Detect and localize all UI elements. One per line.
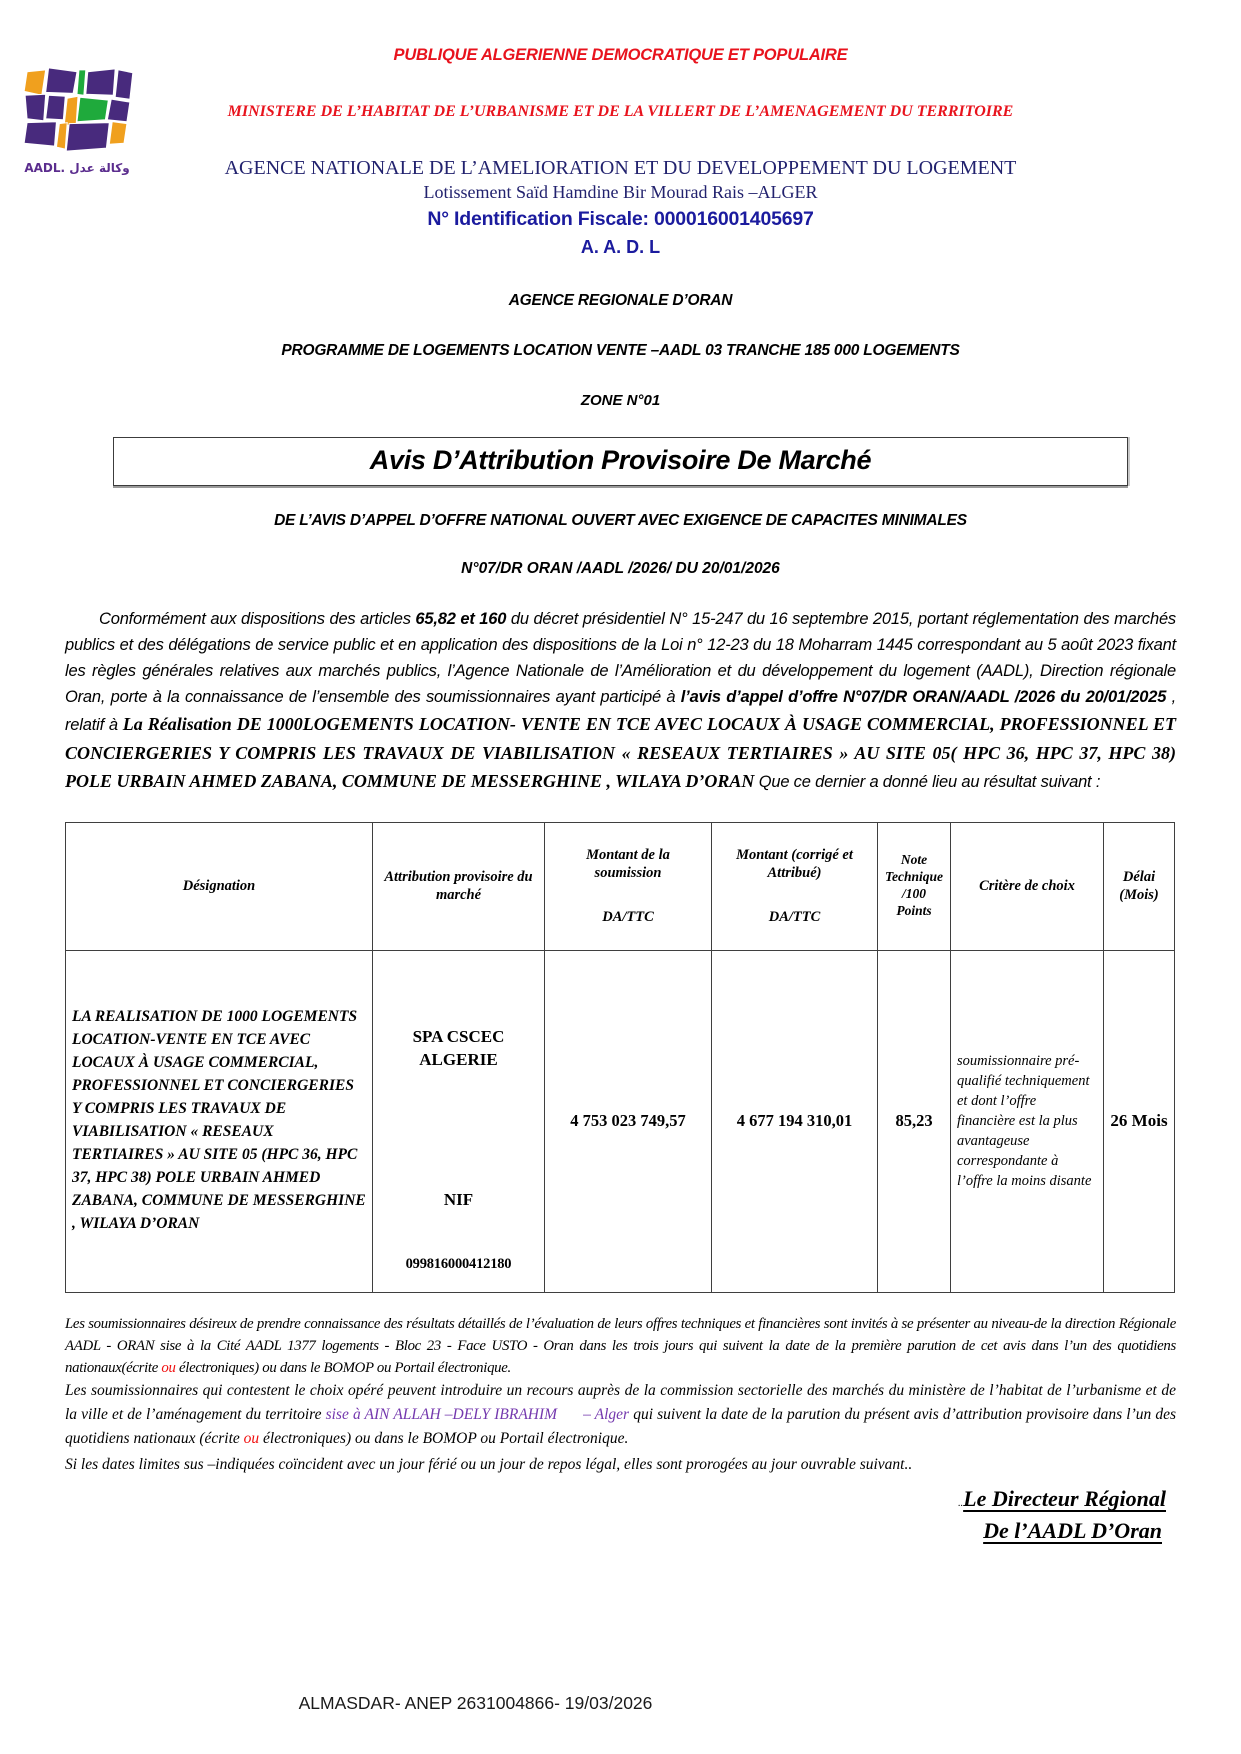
footnote-address-purple: sise à AIN ALLAH –DELY IBRAHIM: [325, 1406, 558, 1424]
intro-closing: Que ce dernier a donné lieu au résultat suivant :: [754, 773, 1101, 792]
header-montant-soumission: [545, 822, 712, 950]
footnotes: [65, 1313, 1176, 1477]
header-delai-label: Délai (Mois): [1119, 868, 1159, 904]
cell-attribution: [373, 950, 545, 1292]
agency-title: AGENCE NATIONALE DE L’AMELIORATION ET DU DEVELOPPEMENT DU LOGEMENT: [224, 157, 1017, 179]
publication-reference: [0, 1693, 1241, 1714]
header-note-label: Note Technique /100 Points: [884, 852, 943, 918]
footnote-recours-mid: qui suivent la date de la parution du présent avis d’attribution provisoire dans l’un des quotidiens nationaux (écrite: [65, 1406, 1177, 1448]
header-montant-soumission-label: Montant de la soumission: [586, 846, 670, 881]
footnote-recours-ou-red: ou: [243, 1430, 260, 1448]
programme-line: PROGRAMME DE LOGEMENTS LOCATION VENTE –AADL 03 TRANCHE 185 000 LOGEMENTS: [281, 342, 960, 359]
footnote-alger-purple: – Alger: [583, 1406, 630, 1424]
aadl-acronym: A. A. D. L: [580, 237, 661, 257]
signature-title-line1: Le Directeur Régional: [963, 1486, 1166, 1512]
cell-delai: 26 Mois: [1104, 950, 1175, 1292]
notice-title: Avis D’Attribution Provisoire De Marché: [369, 445, 872, 475]
cell-designation: LA REALISATION DE 1000 LOGEMENTS LOCATION-VENTE EN TCE AVEC LOCAUX À USAGE COMMERCIAL, PROFESSIONNEL ET CONCIERGERIES Y COMPRIS LES TRAVAUX DE VIABILISATION « RESEAUX TERTIAIRES » AU SITE 05 (HPC 36, HPC 37, HPC 38) POLE URBAIN AHMED ZABANA, COMMUNE DE MESSERGHINE , WILAYA D’ORAN: [66, 950, 373, 1292]
cell-critere-choix: soumissionnaire pré-qualifié techniquement et dont l’offre financière est la plus avantageuse correspondante à l’offre la moins disante: [951, 950, 1104, 1292]
footnote-results: [65, 1313, 1176, 1380]
intro-offer-ref: l’avis d’appel d’offre N°07/DR ORAN/AADL /2026 du 20/01/2025: [680, 688, 1167, 707]
header-montant-corrige: [712, 822, 878, 950]
intro-paragraph: [65, 606, 1176, 796]
winning-company: SPA CSCEC ALGERIE: [412, 1026, 505, 1069]
footnote-results-text: Les soumissionnaires désireux de prendre connaissance des résultats détaillés de l’évaluation de leurs offres techniques et financières sont invités à se présenter au niveau-de la direction Régionale AADL - ORAN sise à la Cité AADL 1377 logements - Bloc 23 - Face USTO - Oran dans les trois jours qui suivent la date de la première parution de cet avis dans l’un des quotidiens nationaux(écrite: [65, 1315, 1176, 1376]
document-header: [65, 46, 1176, 409]
logo-caption: AADL. وكالة عدل: [24, 161, 130, 175]
footnote-recours-text: Les soumissionnaires qui contestent le choix opéré peuvent introduire un recours auprès de la commission sectorielle des marchés du ministère de l’habitat de l’urbanisme et de la ville et de l’aménagement du territoire: [65, 1382, 1176, 1424]
notice-title-box: [113, 437, 1128, 486]
cell-montant-corrige: 4 677 194 310,01: [712, 950, 878, 1292]
publication-reference-text: ALMASDAR- ANEP 2631004866- 19/03/2026: [298, 1693, 653, 1713]
cell-montant-soumission: 4 753 023 749,57: [545, 950, 712, 1292]
intro-after-articles: du décret présidentiel N° 15-247 du 16 septembre 2015, portant réglementation des marchés publics et des délégations de service public et en application des dispositions de la Loi n° 12-23 du 18 Moharram 1445 correspondant au 5 août 2023 fixant les règles générales relatives aux marchés publics, l’Agence Nationale de l’Amélioration et du développement du logement (AADL), Direction régionale Oran, porte à la connaissance de l’ensemble des soumissionnaires ayant participé à: [65, 610, 1176, 707]
header-da-ttc-2: DA/TTC: [768, 909, 821, 926]
header-delai: [1104, 822, 1175, 950]
header-montant-corrige-label: Montant (corrigé et Attribué): [736, 846, 853, 881]
signature-block: [65, 1486, 1176, 1544]
nif-label: NIF: [443, 1189, 474, 1209]
header-critere-label: Critère de choix: [979, 878, 1075, 894]
ministry-title: MINISTERE DE L’HABITAT DE L’URBANISME ET DE LA VILLERT DE L’AMENAGEMENT DU TERRITOIRE: [227, 103, 1014, 120]
footnote-recours-tail: électroniques) ou dans le BOMOP ou Portail électronique.: [259, 1430, 629, 1448]
agency-address: Lotissement Saïd Hamdine Bir Mourad Rais –ALGER: [423, 182, 818, 202]
republic-title: PUBLIQUE ALGERIENNE DEMOCRATIQUE ET POPULAIRE: [393, 46, 848, 64]
header-attribution-label: Attribution provisoire du marché: [384, 868, 533, 904]
notice-reference: N°07/DR ORAN /AADL /2026/ DU 20/01/2026: [461, 560, 780, 577]
header-critere: [951, 822, 1104, 950]
award-table: [65, 822, 1175, 1293]
intro-articles: 65,82 et 160: [415, 610, 507, 628]
header-designation: [66, 822, 373, 950]
intro-lead: Conformément aux dispositions des articles: [99, 610, 416, 628]
signature-title-line2: De l’AADL D’Oran: [983, 1518, 1162, 1544]
aadl-mosaic-logo-icon: [18, 62, 136, 154]
header-designation-label: Désignation: [182, 878, 256, 894]
footnote-recours: [65, 1379, 1176, 1451]
award-table-data-row: [66, 950, 1175, 1292]
nif-value: 099816000412180: [405, 1255, 512, 1272]
header-note: [878, 822, 951, 950]
intro-project-name: La Réalisation DE 1000LOGEMENTS LOCATION- VENTE EN TCE AVEC LOCAUX À USAGE COMMERCIAL, PROFESSIONNEL ET CONCIERGERIES Y COMPRIS LES TRAVAUX DE VIABILISATION « RESEAUX TERTIAIRES » AU SITE 05( HPC 36, HPC 37, HPC 38) POLE URBAIN AHMED ZABANA, COMMUNE DE MESSERGHINE , WILAYA D’ORAN: [65, 714, 1176, 792]
footnote-results-ou-red: ou: [161, 1359, 176, 1376]
aadl-logo: [14, 62, 140, 175]
cell-note-technique: 85,23: [878, 950, 951, 1292]
regional-agency: AGENCE REGIONALE D’ORAN: [508, 292, 733, 309]
notice-subtitle: DE L’AVIS D’APPEL D’OFFRE NATIONAL OUVERT AVEC EXIGENCE DE CAPACITES MINIMALES: [274, 512, 967, 529]
award-table-header-row: [66, 822, 1175, 950]
header-attribution: [373, 822, 545, 950]
fiscal-id: N° Identification Fiscale: 000016001405697: [427, 208, 814, 230]
intro-relatif: , relatif à: [65, 688, 1176, 735]
footnote-results-tail: électroniques) ou dans le BOMOP ou Portail électronique.: [175, 1359, 511, 1376]
header-da-ttc-1: DA/TTC: [602, 909, 654, 926]
zone-line: ZONE N°01: [580, 392, 661, 409]
signature-dots: ..: [958, 1498, 964, 1510]
footnote-dates: Si les dates limites sus –indiquées coïncident avec un jour férié ou un jour de repos légal, elles sont prorogées au jour ouvrable suivant..: [65, 1456, 913, 1474]
